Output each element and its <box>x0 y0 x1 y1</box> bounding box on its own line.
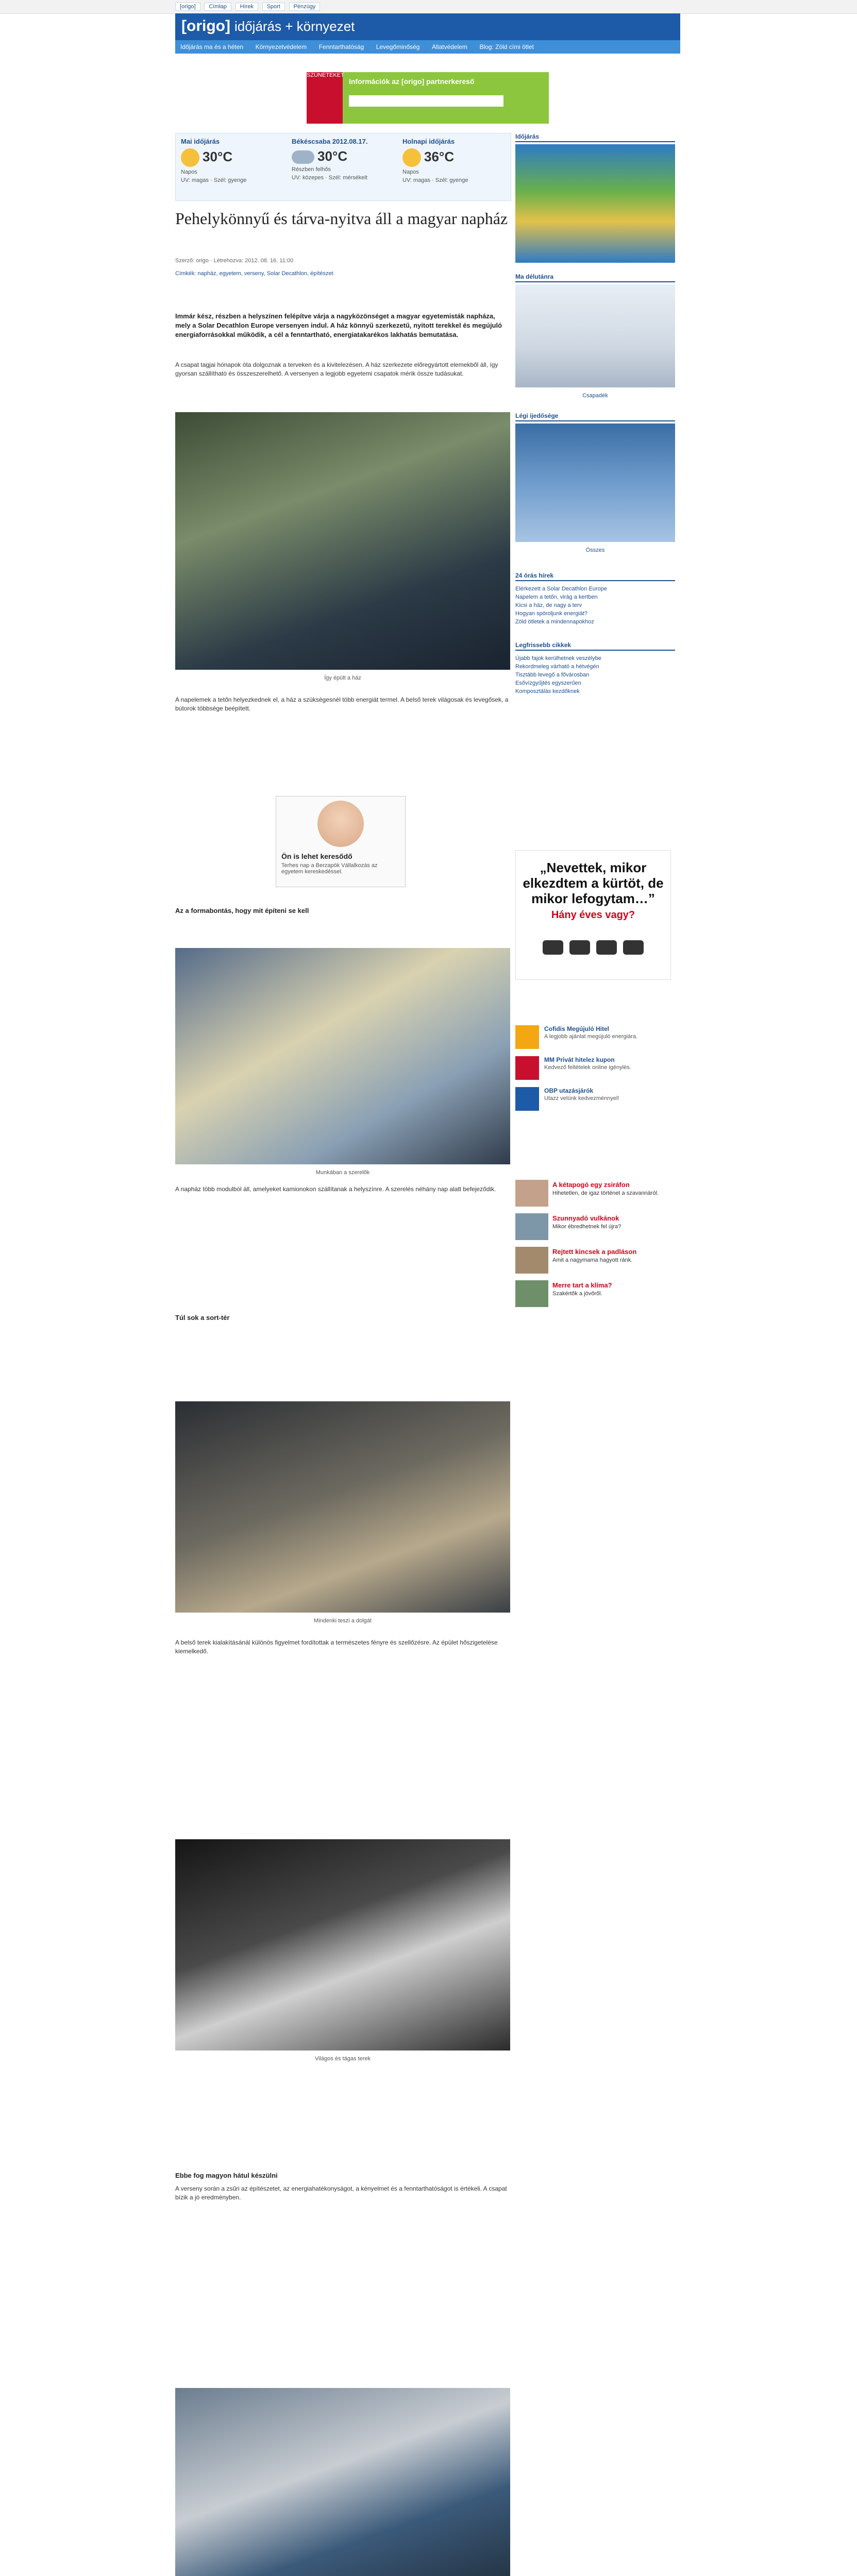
top-bar <box>0 0 857 14</box>
shop-icon <box>515 1087 539 1111</box>
promo-thumbnail <box>515 1180 548 1207</box>
article-subhead: Ebbe fog magyon hátul készülni <box>175 2172 278 2179</box>
ad-question: Hány éves vagy? <box>551 909 635 921</box>
sidebar-heading-storm: Légi ijedősége <box>515 412 675 421</box>
list-item[interactable]: Rekordmeleg várható a hétvégén <box>515 664 599 670</box>
shop-icon <box>515 1025 539 1049</box>
nav-item-animals[interactable]: Allatvédelem <box>432 43 467 50</box>
promo-thumbnail <box>515 1247 548 1274</box>
article-photo-house[interactable] <box>175 412 510 670</box>
cloud-icon <box>292 150 314 164</box>
sidebar-more-list <box>515 654 675 696</box>
promo-face-image <box>317 801 364 847</box>
nav-item-weather[interactable]: Időjárás ma és a héten <box>180 43 244 50</box>
banner-text: Információk az [origo] partnerkereső <box>349 77 475 86</box>
shop-icon <box>515 1056 539 1080</box>
top-link-news[interactable]: Hírek <box>236 3 258 11</box>
promo-box[interactable] <box>276 796 406 887</box>
sidebar-shop-item[interactable] <box>515 1025 675 1051</box>
sidebar-shop-item[interactable] <box>515 1056 675 1082</box>
storm-map-label[interactable]: Összes <box>585 547 605 553</box>
top-link-home[interactable]: Címlap <box>204 3 231 11</box>
shop-text: Kedvező feltételek online igénylés. <box>544 1064 631 1071</box>
ad-quote: „Nevettek, mikor elkezdtem a kürtöt, de mikor lefogytam…” <box>523 860 664 906</box>
list-item[interactable]: Hogyan spóroljunk energiát? <box>515 611 588 617</box>
promo-title: Rejtett kincsek a padláson <box>552 1248 637 1256</box>
sidebar-heading-more: Legfrissebb cikkek <box>515 641 675 651</box>
article-paragraph: A verseny során a zsűri az építészetet, az energiahatékonyságot, a kényelmet és a fenntarthatóságot is értékeli. A csapat bízik a jó eredményben. <box>175 2185 507 2201</box>
nav-item-sustainability[interactable]: Fenntarthatóság <box>318 43 364 50</box>
shop-title: OBP utazásjárók <box>544 1087 594 1094</box>
sun-icon <box>181 148 199 167</box>
article-paragraph: A napelemek a tetőn helyezkednek el, a ház a szükségesnél több energiát termel. A belső terek világosak és levegősek, a bútorok többsége beépített. <box>175 696 509 712</box>
weather-tomorrow-detail: UV: közepes · Szél: mérsékelt <box>292 175 367 181</box>
top-link-origo[interactable]: [origo] <box>175 3 200 11</box>
article-tags[interactable]: Címkék: napház, egyetem, verseny, Solar Decathlon, építészet <box>175 270 333 277</box>
top-link-finance[interactable]: Pénzügy <box>289 3 321 11</box>
article-title: Pehelykönnyű és tárva-nyitva áll a magyar napház <box>175 209 508 228</box>
weather-dayafter-desc: Napos <box>402 169 419 175</box>
shop-text: A legjobb ajánlat megújuló energiára. <box>544 1033 638 1040</box>
list-item[interactable]: Esővízgyűjtés egyszerűen <box>515 680 581 686</box>
banner-side-label: SZÜNETEKET <box>307 72 343 124</box>
top-link-sport[interactable]: Sport <box>262 3 285 11</box>
article-photo-workers[interactable] <box>175 948 510 1164</box>
nav-item-environment[interactable]: Környezetvédelem <box>255 43 307 50</box>
promo-text: Mikor ébredhetnek fel újra? <box>552 1224 621 1230</box>
list-item[interactable]: Komposztálás kezdőknek <box>515 688 580 694</box>
sun-icon <box>402 148 421 167</box>
nav-item-air[interactable]: Levegőminőség <box>376 43 420 50</box>
brand-bar <box>175 13 680 40</box>
article-lead: Immár kész, részben a helyszínen felépítve várja a nagyközönséget a magyar egyetemisták napháza, mely a Solar Decathlon Europe versenyen indul. A ház könnyű szerkezetű, nyitott terekkel és megújuló energiaforrásokkal működik, a cél a fenntartható, energiatakarékos lakhatás bemutatása. <box>175 312 502 338</box>
promo-title: Ön is lehet keresődő <box>281 852 352 860</box>
sidebar-heading-radar: Ma délutánra <box>515 273 675 282</box>
weather-today-label: Mai időjárás <box>181 138 220 145</box>
sidebar-heading-weather: Időjárás <box>515 133 675 142</box>
promo-text: Terhes nap a Berzapók Vállalkozás az egyetem kereskedéssel. <box>281 862 378 875</box>
article-paragraph: A belső terek kialakításánál különös figyelmet fordítottak a természetes fényre és szellőzésre. Az épület hőszigetelése kiemelkedő. <box>175 1639 498 1655</box>
article-subhead: Túl sok a sort-tér <box>175 1314 230 1321</box>
section-nav <box>175 40 680 54</box>
site-logo[interactable]: [origo] időjárás + környezet <box>181 18 355 35</box>
sidebar-promo-item[interactable] <box>515 1280 675 1309</box>
promo-title: Szunnyadó vulkánok <box>552 1214 619 1222</box>
shop-title: MM Privát hitelez kupon <box>544 1056 615 1063</box>
weather-today-desc: Napos <box>181 169 197 175</box>
promo-title: A kétapogó egy zsiráfon <box>552 1181 630 1189</box>
weather-tomorrow-desc: Részben felhős <box>292 166 331 173</box>
weather-dayafter[interactable] <box>402 138 506 183</box>
weather-tomorrow-temp: 30°C <box>317 148 348 164</box>
promo-thumbnail <box>515 1280 548 1307</box>
section-title: időjárás + környezet <box>234 19 355 34</box>
ad-cows-image <box>531 938 655 969</box>
sidebar-promo-item[interactable] <box>515 1247 675 1276</box>
sidebar-heading-news: 24 órás hírek <box>515 572 675 581</box>
weather-today-detail: UV: magas · Szél: gyenge <box>181 177 247 183</box>
promo-text: Hihetetlen, de igaz történet a szavannáról. <box>552 1190 659 1196</box>
sidebar-ad-square[interactable] <box>515 850 671 980</box>
shop-title: Cofidis Megújuló Hitel <box>544 1025 609 1032</box>
list-item[interactable]: Tisztább levegő a fővárosban <box>515 672 590 678</box>
article-subhead: Az a formabontás, hogy mit építeni se kell <box>175 907 309 914</box>
article-photo-detail[interactable] <box>175 2388 510 2576</box>
promo-thumbnail <box>515 1213 548 1240</box>
top-banner-ad[interactable] <box>307 72 549 124</box>
list-item[interactable]: Napelem a tetőn, virág a kertben <box>515 594 598 600</box>
sidebar-promo-item[interactable] <box>515 1180 675 1209</box>
sidebar-promo-item[interactable] <box>515 1213 675 1242</box>
weather-dayafter-label: Holnapi időjárás <box>402 138 455 145</box>
promo-title: Merre tart a klíma? <box>552 1281 612 1289</box>
radar-map[interactable] <box>515 284 675 387</box>
list-item[interactable]: Zöld ötletek a mindennapokhoz <box>515 619 594 625</box>
weather-map[interactable] <box>515 144 675 263</box>
weather-dayafter-detail: UV: magas · Szél: gyenge <box>402 177 468 183</box>
photo-caption: Világos és tágas terek <box>314 2056 371 2062</box>
photo-caption: Mindenki teszi a dolgát <box>314 1618 372 1624</box>
weather-tomorrow[interactable] <box>292 138 395 181</box>
banner-search-field[interactable] <box>349 95 503 107</box>
sidebar-news-list <box>515 585 675 626</box>
shop-text: Utazz velünk kedvezménnyel! <box>544 1095 619 1101</box>
article-paragraph: A csapat tagjai hónapok óta dolgoznak a terveken és a kivitelezésen. A ház szerkezete előregyártott elemekből áll, így gyorsan szállítható és összeszerelhető. A versenyen a legjobb egyetemi csapatok mérik össze tudásukat. <box>175 361 498 377</box>
weather-today[interactable] <box>181 138 284 183</box>
promo-text: Amit a nagymama hagyott ránk. <box>552 1257 633 1263</box>
photo-caption: Munkában a szerelők <box>315 1170 370 1176</box>
weather-dayafter-temp: 36°C <box>424 148 455 164</box>
photo-caption: Így épült a ház <box>324 675 361 681</box>
list-item[interactable]: Kicsi a ház, de nagy a terv <box>515 602 582 608</box>
list-item[interactable]: Újabb fajok kerülhetnek veszélybe <box>515 655 601 662</box>
weather-tomorrow-label: Békéscsaba 2012.08.17. <box>292 138 368 145</box>
weather-widget <box>175 133 511 201</box>
weather-today-temp: 30°C <box>203 148 233 164</box>
promo-text: Szakértők a jövőről. <box>552 1291 602 1297</box>
radar-map-label[interactable]: Csapadék <box>582 393 608 399</box>
storm-map[interactable] <box>515 423 675 542</box>
nav-item-blog[interactable]: Blog: Zöld cími ötlet <box>479 43 534 50</box>
article-photo-room[interactable] <box>175 1839 510 2050</box>
article-photo-interior[interactable] <box>175 1401 510 1613</box>
sidebar-shop-item[interactable] <box>515 1087 675 1113</box>
article-paragraph: A napház több modulból áll, amelyeket kamionokon szállítanak a helyszínre. A szerelés néhány nap alatt befejeződik. <box>175 1185 496 1193</box>
top-bar-items <box>175 2 680 11</box>
list-item[interactable]: Elérkezett a Solar Decathlon Europe <box>515 586 607 592</box>
article-meta: Szerző: origo · Létrehozva: 2012. 08. 16. 11:00 <box>175 258 294 264</box>
